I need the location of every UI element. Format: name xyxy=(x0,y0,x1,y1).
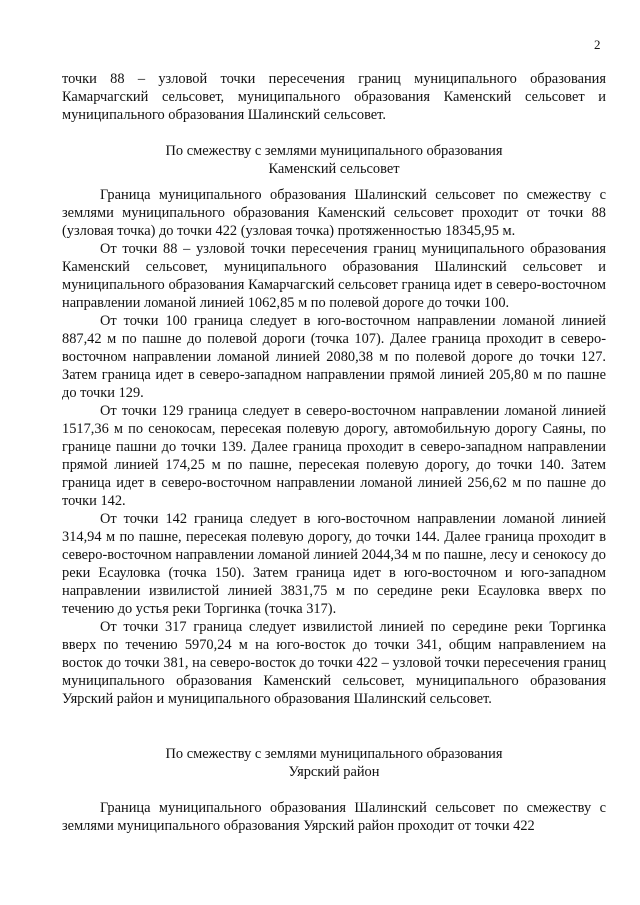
paragraph: От точки 88 – узловой точки пересечения границ муниципального образования Каменский сельсовет, муниципального образования Шалинский сельсовет и муниципального образования Камарчагский сельсовет граница идет в северо-восточном направлении ломаной линией 1062,85 м по полевой дороге до точки 100. xyxy=(62,241,606,311)
section-heading-line: По смежеству с землями муниципального образования xyxy=(165,143,503,159)
paragraph: Граница муниципального образования Шалинский сельсовет по смежеству с землями муниципального образования Уярский район проходит от точки 422 xyxy=(62,800,606,834)
paragraph: От точки 142 граница следует в юго-восточном направлении ломаной линией 314,94 м по пашне, пересекая полевую дорогу, до точки 144. Далее граница проходит в северо-восточном направлении ломаной линией 2044,34 м по пашне, лесу и сенокосу до реки Есауловка (точка 150). Затем граница идет в юго-восточном и юго-западном направлении извилистой линией 3831,75 м по середине реки Есауловка вверх по течению до устья реки Торгинка (точка 317). xyxy=(62,511,606,617)
section-heading-line: По смежеству с землями муниципального образования xyxy=(165,746,503,762)
paragraph: Граница муниципального образования Шалинский сельсовет по смежеству с землями муниципального образования Каменский сельсовет проходит от точки 88 (узловая точка) до точки 422 (узловая точка) протяженностью 18345,95 м. xyxy=(62,187,606,239)
paragraph: От точки 129 граница следует в северо-восточном направлении ломаной линией 1517,36 м по сенокосам, пересекая полевую дорогу, автомобильную дорогу Саяны, по границе пашни до точки 139. Далее граница проходит в северо-западном направлении прямой линией 174,25 м по пашне, пересекая полевую дорогу, до точки 140. Затем граница идет в северо-восточном направлении ломаной линией 256,62 м по пашне до точки 142. xyxy=(62,403,606,509)
intro-paragraph: точки 88 – узловой точки пересечения границ муниципального образования Камарчагский сельсовет, муниципального образования Каменский сельсовет и муниципального образования Шалинский сельсовет. xyxy=(62,71,606,123)
paragraph: От точки 100 граница следует в юго-восточном направлении ломаной линией 887,42 м по пашне до полевой дороги (точка 107). Далее граница проходит в северо-восточном направлении ломаной линией 2080,38 м по полевой дороге до точки 127. Затем граница идет в северо-западном направлении прямой линией 205,80 м по пашне до точки 129. xyxy=(62,313,606,401)
section-heading-line: Каменский сельсовет xyxy=(268,161,400,177)
section-heading-kamensky xyxy=(62,142,606,178)
page-number: 2 xyxy=(594,37,601,52)
paragraph: От точки 317 граница следует извилистой линией по середине реки Торгинка вверх по течению 5970,24 м на юго-восток до точки 341, общим направлением на восток до точки 381, на северо-восток до точки 422 – узловой точки пересечения границ муниципального образования Каменский сельсовет, муниципального образования Уярский район и муниципального образования Шалинский сельсовет. xyxy=(62,619,606,707)
section-heading-uyarsky xyxy=(62,745,606,781)
section-body-kamensky xyxy=(62,186,606,708)
section-body-uyarsky xyxy=(62,799,606,835)
section-heading-line: Уярский район xyxy=(288,764,380,780)
